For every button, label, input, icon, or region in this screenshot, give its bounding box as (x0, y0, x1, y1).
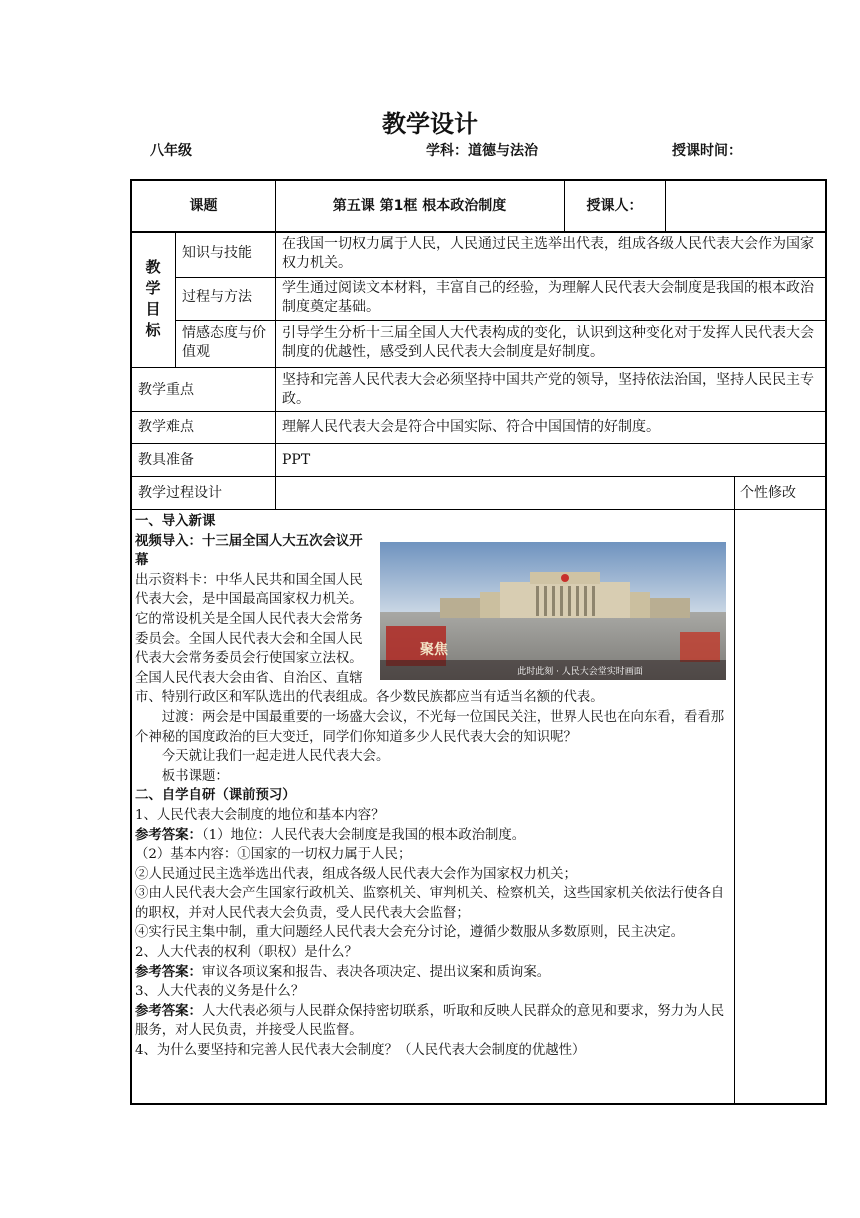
board-title-text: 板书课题： (161, 768, 229, 784)
class-time-label: 授课时间： (672, 143, 742, 159)
image-badge: 聚焦 (420, 641, 448, 658)
goal-label-emotion: 情感态度与价值观 (182, 325, 266, 360)
image-caption: 此时此刻 · 人民大会堂实时画面 (517, 666, 643, 677)
goal-label-knowledge: 知识与技能 (182, 245, 252, 261)
difficulty-label: 教学难点 (138, 419, 194, 435)
goal-label-process: 过程与方法 (182, 289, 252, 305)
process-label: 教学过程设计 (138, 485, 222, 501)
section-heading-self-study: 二、自学自研（课前预习） (135, 788, 296, 804)
answer-3-text: 人大代表必须与人民群众保持密切联系，听取和反映人民群众的意见和要求，努力为人民服务，对人民负责，并接受人民监督。 (135, 1003, 725, 1039)
transition-text: 过渡：两会是中国最重要的一场盛大会议，不光每一位国民关注，世界人民也在向东看，看看那个神秘的国度政治的巨大变迁，同学们你知道多少人民代表大会的知识呢？ (135, 709, 725, 745)
reference-answer-label: 参考答案： (135, 964, 202, 980)
question-2: 2、人大代表的权利（职权）是什么？ (135, 945, 358, 961)
video-intro: 视频导入：十三届全国人大五次会议开幕 (135, 533, 363, 569)
grade: 八年级 (150, 143, 192, 159)
great-hall-photo (380, 542, 726, 680)
today-text: 今天就让我们一起走进人民代表大会。 (161, 749, 390, 765)
answer-1-item-3: ③由人民代表大会产生国家行政机关、监察机关、审判机关、检察机关，这些国家机关依法行使各自的职权，并对人民代表大会负责，受人民代表大会监督； (135, 886, 725, 921)
answer-1-text: （1）地位：人民代表大会制度是我国的根本政治制度。 (201, 827, 526, 843)
goal-text-knowledge: 在我国一切权力属于人民，人民通过民主选举出代表，组成各级人民代表大会作为国家权力机关。 (282, 236, 814, 271)
tools-text: PPT (282, 452, 311, 468)
answer-1-item-4: ④实行民主集中制，重大问题经人民代表大会充分讨论，遵循少数服从多数原则，民主决定。 (135, 925, 685, 941)
question-4: 4、为什么要坚持和完善人民代表大会制度？（人民代表大会制度的优越性） (135, 1043, 586, 1059)
answer-1-content: （2）基本内容：①国家的一切权力属于人民； (135, 847, 412, 863)
question-3: 3、人大代表的义务是什么？ (135, 984, 305, 1000)
key-text: 坚持和完善人民代表大会必须坚持中国共产党的领导，坚持依法治国，坚持人民民主专政。 (282, 372, 814, 407)
goal-text-emotion: 引导学生分析十三届全国人大代表构成的变化，认识到这种变化对于发挥人民代表大会制度的优越性，感受到人民代表大会制度是好制度。 (282, 325, 814, 360)
material-card-text: 出示资料卡：中华人民共和国全国人民代表大会，是中国最高国家权力机关。它的常设机关是全国人民代表大会常务委员会。全国人民代表大会和全国人民代表大会常务委员会行使国家立法权。全国人民代表大会由省、自治区、直辖市、特别行政区和军队选出的代表组成。各少数民族都应当有适当名额的代表。 (135, 572, 604, 706)
topic-label: 课题 (189, 198, 218, 214)
goal-text-process: 学生通过阅读文本材料，丰富自己的经验，为理解人民代表大会制度是我国的根本政治制度奠定基础。 (282, 280, 814, 315)
answer-1 (135, 826, 726, 846)
subject: 学科：道德与法治 (426, 143, 538, 159)
tools-label: 教具准备 (138, 452, 194, 468)
topic-value: 第五课 第1框 根本政治制度 (332, 198, 507, 214)
modify-label: 个性修改 (740, 485, 796, 501)
teaching-process-content (135, 512, 726, 1061)
reference-answer-label: 参考答案： (135, 827, 202, 843)
answer-2-text: 审议各项议案和报告、表决各项决定、提出议案和质询案。 (201, 964, 551, 980)
great-hall-illustration (380, 542, 726, 680)
reference-answer-label: 参考答案： (135, 1003, 202, 1019)
difficulty-text: 理解人民代表大会是符合中国实际、符合中国国情的好制度。 (282, 419, 660, 435)
goals-label: 教学目标 (145, 258, 161, 339)
document-title: 教学设计 (382, 110, 478, 138)
key-label: 教学重点 (138, 382, 194, 398)
question-1: 1、人民代表大会制度的地位和基本内容？ (135, 807, 385, 823)
answer-1-item-2: ②人民通过民主选举选出代表，组成各级人民代表大会作为国家权力机关； (135, 866, 577, 882)
answer-3 (135, 1002, 726, 1041)
teacher-label: 授课人： (586, 198, 643, 214)
section-heading-intro: 一、导入新课 (135, 514, 216, 529)
answer-2 (135, 963, 726, 983)
